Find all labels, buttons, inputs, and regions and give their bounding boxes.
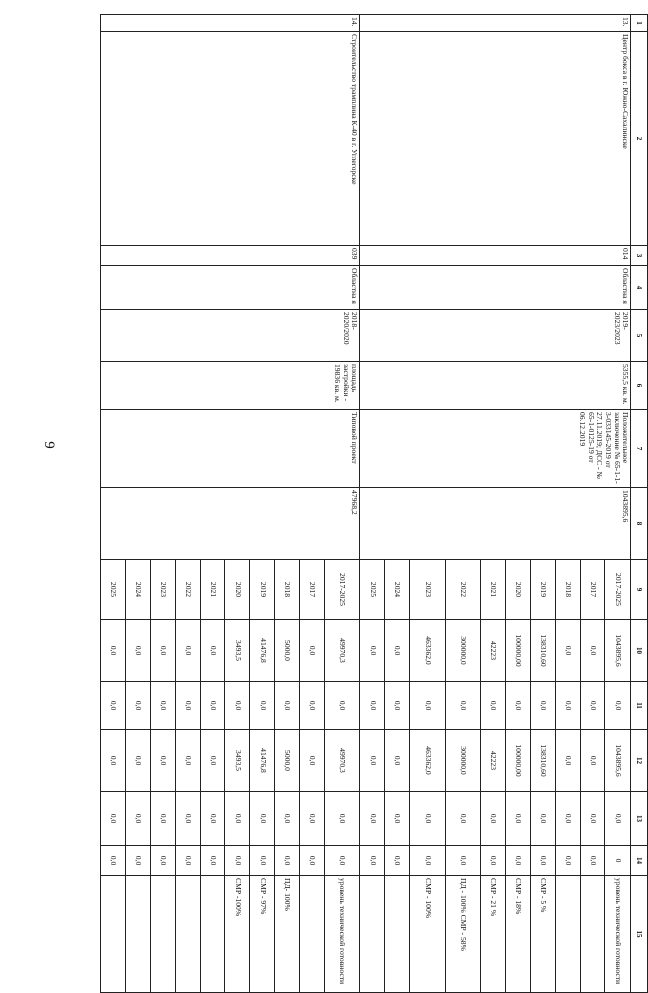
year-c12: 300000,0 [445,730,481,792]
project-capacity: 5355,5 кв. м. [360,362,631,410]
summary-c12: 49970,3 [324,730,360,792]
year-c14: 0,0 [125,846,150,876]
project-capacity: площадь застройки - 19836 кв. м. [101,362,360,410]
project-cost: 1043895,6 [360,488,631,560]
year-c14: 0,0 [200,846,225,876]
year-c13: 0,0 [175,792,200,846]
year-c13: 0,0 [225,792,250,846]
year-c14: 0,0 [275,846,300,876]
year-c15 [101,876,126,993]
year-c11: 0,0 [385,682,410,730]
year-c12: 0,0 [580,730,605,792]
year-year: 2017 [299,560,324,620]
year-c11: 0,0 [299,682,324,730]
year-c10: 0,0 [175,620,200,682]
year-c10: 5000,0 [275,620,300,682]
project-level: Областна я [360,266,631,310]
year-c12: 0,0 [200,730,225,792]
year-c13: 0,0 [481,792,506,846]
year-c15 [385,876,410,993]
project-period: 2019-2023/2023 [360,310,631,362]
year-c10: 42223 [481,620,506,682]
year-c15 [150,876,175,993]
year-year: 2024 [125,560,150,620]
column-number: 2 [631,32,648,246]
year-c12: 0,0 [125,730,150,792]
summary-c13: 0,0 [605,792,631,846]
year-c15 [125,876,150,993]
year-c10: 463362,0 [410,620,446,682]
year-c12: 0,0 [360,730,385,792]
year-year: 2020 [225,560,250,620]
year-c15 [360,876,385,993]
year-c11: 0,0 [360,682,385,730]
year-c15 [299,876,324,993]
year-c15: СМР - 5 % [530,876,555,993]
year-c10: 300000,0 [445,620,481,682]
year-c10: 0,0 [385,620,410,682]
year-c11: 0,0 [505,682,530,730]
year-c15: СМР - 18% [505,876,530,993]
column-number: 7 [631,410,648,488]
summary-c10: 49970,3 [324,620,360,682]
year-year: 2023 [150,560,175,620]
year-c11: 0,0 [250,682,275,730]
year-c13: 0,0 [385,792,410,846]
investment-projects-table [100,14,648,993]
year-c15: СМР - 21 % [481,876,506,993]
column-number-row [631,15,648,993]
year-c11: 0,0 [150,682,175,730]
year-c10: 100000,00 [505,620,530,682]
year-c15: СМР - 100% [410,876,446,993]
project-level: Областна я [101,266,360,310]
year-c15: ПД - 100% СМР - 58% [445,876,481,993]
year-c12: 0,0 [555,730,580,792]
year-c10: 138310,60 [530,620,555,682]
summary-c15: уровень технической готовности [605,876,631,993]
year-c10: 3493,5 [225,620,250,682]
summary-c14: 0,0 [324,846,360,876]
summary-year: 2017-2025 [605,560,631,620]
year-c12: 0,0 [101,730,126,792]
year-c15 [555,876,580,993]
year-c13: 0,0 [445,792,481,846]
column-number: 10 [631,620,648,682]
year-c14: 0,0 [175,846,200,876]
page-number: 9 [41,441,57,449]
year-c11: 0,0 [125,682,150,730]
column-number: 1 [631,15,648,32]
year-year: 2025 [101,560,126,620]
year-c15: СМР - 97% [250,876,275,993]
year-year: 2018 [275,560,300,620]
year-c12: 100000,00 [505,730,530,792]
project-summary-row [324,15,360,993]
summary-c15: уровень технической готовности [324,876,360,993]
year-c14: 0,0 [410,846,446,876]
summary-c11: 0,0 [605,682,631,730]
year-c13: 0,0 [299,792,324,846]
year-c12: 3493,5 [225,730,250,792]
year-c10: 0,0 [580,620,605,682]
year-c12: 463362,0 [410,730,446,792]
year-c13: 0,0 [505,792,530,846]
year-year: 2022 [445,560,481,620]
column-number: 14 [631,846,648,876]
year-c12: 0,0 [385,730,410,792]
year-c14: 0,0 [481,846,506,876]
year-c11: 0,0 [580,682,605,730]
year-c13: 0,0 [150,792,175,846]
summary-c12: 1043895,6 [605,730,631,792]
project-name: Центр бокса в г. Южно-Сахалинске [360,32,631,246]
year-year: 2021 [481,560,506,620]
year-c14: 0,0 [360,846,385,876]
year-year: 2024 [385,560,410,620]
year-year: 2018 [555,560,580,620]
year-c11: 0,0 [101,682,126,730]
year-c13: 0,0 [555,792,580,846]
column-number: 15 [631,876,648,993]
year-c10: 0,0 [360,620,385,682]
year-year: 2023 [410,560,446,620]
year-year: 2025 [360,560,385,620]
summary-year: 2017-2025 [324,560,360,620]
year-c13: 0,0 [200,792,225,846]
year-c11: 0,0 [200,682,225,730]
year-c15: ПД- 100% [275,876,300,993]
project-code: 014 [360,246,631,266]
column-number: 5 [631,310,648,362]
year-c14: 0,0 [505,846,530,876]
year-c10: 0,0 [150,620,175,682]
project-document: Положительное заключение № 65-1-1-3-033145-2019 от 27.11.2019; ДСС - № 65-1-0125-19 от 06.12.2019 [360,410,631,488]
year-c14: 0,0 [445,846,481,876]
year-c12: 138310,60 [530,730,555,792]
column-number: 6 [631,362,648,410]
year-year: 2020 [505,560,530,620]
column-number: 11 [631,682,648,730]
year-c12: 0,0 [150,730,175,792]
year-c14: 0,0 [225,846,250,876]
project-summary-row [605,15,631,993]
project-number: 13. [360,15,631,32]
year-c14: 0,0 [555,846,580,876]
year-c14: 0,0 [385,846,410,876]
year-c10: 0,0 [555,620,580,682]
year-c14: 0,0 [299,846,324,876]
project-name: Строительство трамплина К-40 в г. Углегорске [101,32,360,246]
year-c11: 0,0 [481,682,506,730]
year-c13: 0,0 [101,792,126,846]
year-c13: 0,0 [275,792,300,846]
year-c11: 0,0 [530,682,555,730]
project-number: 14. [101,15,360,32]
year-c14: 0,0 [580,846,605,876]
column-number: 12 [631,730,648,792]
year-c15 [200,876,225,993]
year-c15 [175,876,200,993]
project-cost: 47968,2 [101,488,360,560]
year-c11: 0,0 [175,682,200,730]
year-c11: 0,0 [445,682,481,730]
year-year: 2021 [200,560,225,620]
year-c11: 0,0 [225,682,250,730]
year-c13: 0,0 [360,792,385,846]
year-c13: 0,0 [530,792,555,846]
year-c11: 0,0 [555,682,580,730]
year-year: 2019 [250,560,275,620]
column-number: 4 [631,266,648,310]
year-c12: 41476,8 [250,730,275,792]
year-c15: СМР -100% [225,876,250,993]
year-year: 2019 [530,560,555,620]
year-c10: 0,0 [200,620,225,682]
year-c12: 0,0 [175,730,200,792]
year-c13: 0,0 [125,792,150,846]
year-c12: 42223 [481,730,506,792]
column-number: 9 [631,560,648,620]
project-period: 2018-2020/2020 [101,310,360,362]
summary-c11: 0,0 [324,682,360,730]
year-c10: 0,0 [125,620,150,682]
year-c13: 0,0 [580,792,605,846]
year-c14: 0,0 [530,846,555,876]
year-c10: 0,0 [101,620,126,682]
column-number: 3 [631,246,648,266]
project-code: 039 [101,246,360,266]
year-c11: 0,0 [275,682,300,730]
year-c10: 0,0 [299,620,324,682]
year-c15 [580,876,605,993]
rotated-table-wrapper [0,14,648,985]
summary-c14: 0 [605,846,631,876]
year-c14: 0,0 [150,846,175,876]
project-document: Типовой проект [101,410,360,488]
year-c14: 0,0 [101,846,126,876]
summary-c13: 0,0 [324,792,360,846]
year-c12: 5000,0 [275,730,300,792]
summary-c10: 1043895,6 [605,620,631,682]
column-number: 13 [631,792,648,846]
year-c13: 0,0 [250,792,275,846]
year-c11: 0,0 [410,682,446,730]
column-number: 8 [631,488,648,560]
year-c10: 41476,8 [250,620,275,682]
year-year: 2017 [580,560,605,620]
year-c12: 0,0 [299,730,324,792]
year-c14: 0,0 [250,846,275,876]
year-year: 2022 [175,560,200,620]
year-c13: 0,0 [410,792,446,846]
